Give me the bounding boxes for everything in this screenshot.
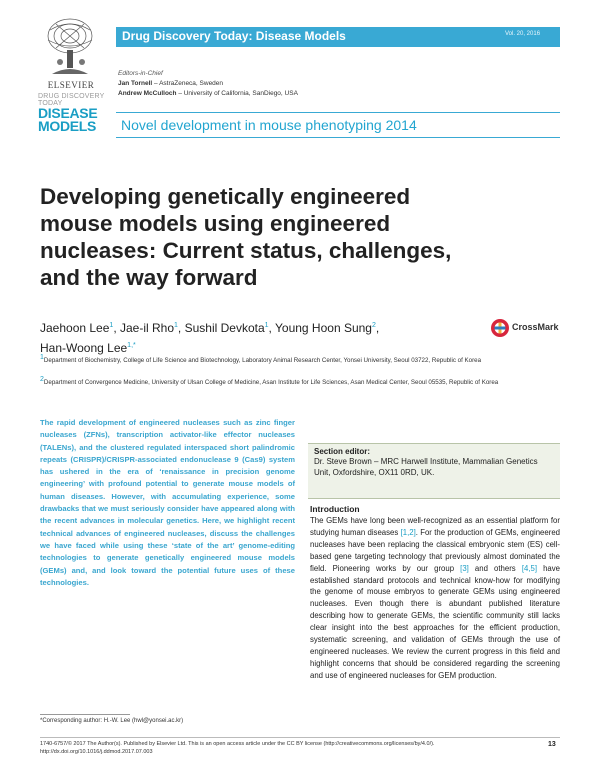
journal-title: Drug Discovery Today: Disease Models (122, 29, 346, 43)
citation-link[interactable]: [3] (460, 563, 469, 573)
editors-label: Editors-in-Chief (118, 70, 163, 77)
intro-text: . For the production of GEMs, engineered nucleases have been replacing the classical embryonic stem (ES) cell-based gene targeting technology that previously almost dominated the field. Pioneering works by our group (310, 527, 560, 573)
editor-affiliation: – AstraZeneca, Sweden (152, 80, 224, 87)
author-name[interactable]: Jae-il Rho (119, 321, 175, 335)
editor-name: Jan Tornell (118, 80, 153, 87)
publisher-name: ELSEVIER (47, 80, 95, 90)
author-name[interactable]: Han-Woong Lee (40, 341, 128, 355)
citation-link[interactable]: [1,2] (400, 527, 416, 537)
volume-info: Vol. 20, 2016 (505, 31, 541, 37)
editor-line (118, 80, 223, 87)
introduction-heading: Introduction (310, 504, 360, 514)
intro-text: have established standard protocols and technical know-how for modifying the genome of mouse embryos to generate GEMs using engineered nucleases. Even though there is abundant published literature describing how to generate GEMs, the scientific community still lacks clear insight into the best approaches for the efficient production, systematic screening, and validation of GEMs through the use of engineered nucleases. We review the current progress in this field and highlight concerns that should be considered regarding the screening and use of engineered nucleases for GEM production. (310, 563, 560, 680)
author-list: Jaehoon Lee$^1$, Jae-il Rho$^1$, Sushil Devkota$^1$, Young Hoon Sung$^2$, Han-Woong Lee$^{1,*}$ (40, 321, 380, 355)
license-text[interactable]: 1740-6757/© 2017 The Author(s). Published by Elsevier Ltd. This is an open access article under the CC BY license (http://creativecommons.org/licenses/by/4.0/). (40, 741, 435, 747)
title-line: Developing genetically engineered (40, 184, 411, 209)
affiliation (40, 354, 540, 366)
journal-logo-line2: DISEASE (38, 105, 98, 121)
author-affil-sup[interactable]: 1 (174, 322, 178, 329)
author-affil-sup[interactable]: 1,* (127, 342, 136, 349)
page-number: 13 (548, 741, 556, 748)
journal-logo (38, 93, 108, 133)
introduction-body (310, 515, 560, 682)
intro-text: The GEMs have long been well-recognized as an essential platform for studying human diseases (310, 516, 560, 537)
editor-name: Andrew McCulloch (118, 90, 177, 97)
affiliation-text: Department of Biochemistry, College of Life Science and Biotechnology, Laboratory Animal Research Center, Yonsei University, Seoul 03722, Republic of Korea (43, 357, 482, 365)
section-editor-text: Dr. Steve Brown – MRC Harwell Institute, Mammalian Genetics Unit, Oxfordshire, OX11 0RD, UK. (314, 457, 538, 477)
title-line: nucleases: Current status, challenges, (40, 238, 452, 263)
affiliation-number: 1 (40, 354, 44, 361)
author-affil-sup[interactable]: 1 (109, 322, 114, 329)
title-line: and the way forward (40, 265, 258, 290)
author-name[interactable]: Sushil Devkota (184, 321, 265, 335)
corresponding-author[interactable]: *Corresponding author: H.-W. Lee (hwl@yonsei.ac.kr) (40, 718, 184, 724)
article-title (40, 183, 560, 291)
author-name[interactable]: Jaehoon Lee (40, 321, 110, 335)
abstract: The rapid development of engineered nucleases such as zinc finger nucleases (ZFNs), transcription activator-like effector nucleases (TALENs), and the clustered regulated interspaced short palindromic repeats (CRISPR)/CRISPR-associated endonuclease 9 (Cas9) system has ushered in the era of ‘renaissance in precision genome engineering’ with profound potential to generate mouse models of human diseases. However, with accumulating experience, some drawbacks that we must seriously consider have appeared along with the recent advances in molecular genetics. Here, we highlight recent technical advances of engineered nucleases, discuss the challenges we have faced while using these ‘state of the art’ genome-editing technologies to generate genetically engineered mouse models (GEMs) and, and look toward the potential future uses of these technologies. (40, 418, 295, 587)
author-name[interactable]: Young Hoon Sung (275, 321, 372, 335)
title-line: mouse models using engineered (40, 211, 391, 236)
series-title: Novel development in mouse phenotyping 2014 (121, 117, 417, 133)
intro-text: and others (468, 563, 522, 573)
footer-divider (40, 737, 560, 738)
editor-affiliation: – University of California, SanDiego, USA (176, 90, 298, 97)
elsevier-tree-logo (42, 16, 98, 78)
journal-logo-line1: DRUG DISCOVERY TODAY (38, 93, 105, 107)
citation-link[interactable]: [4,5] (521, 563, 537, 573)
journal-logo-line3: MODELS (38, 118, 97, 134)
editor-line (118, 90, 298, 97)
author-affil-sup[interactable]: 2 (371, 322, 376, 329)
footnote-divider (40, 714, 130, 715)
author-affil-sup[interactable]: 1 (264, 322, 269, 329)
crossmark-label[interactable]: CrossMark (512, 322, 559, 332)
doi-link[interactable]: http://dx.doi.org/10.1016/j.ddmod.2017.07.003 (40, 749, 153, 755)
affiliation (40, 376, 540, 388)
affiliation-number: 2 (40, 376, 44, 383)
section-editor-label: Section editor: (314, 447, 371, 456)
affiliation-text: Department of Convergence Medicine, University of Ulsan College of Medicine, Asan Institute for Life Sciences, Asan Medical Center, Seoul 05535, Republic of Korea (43, 379, 499, 387)
